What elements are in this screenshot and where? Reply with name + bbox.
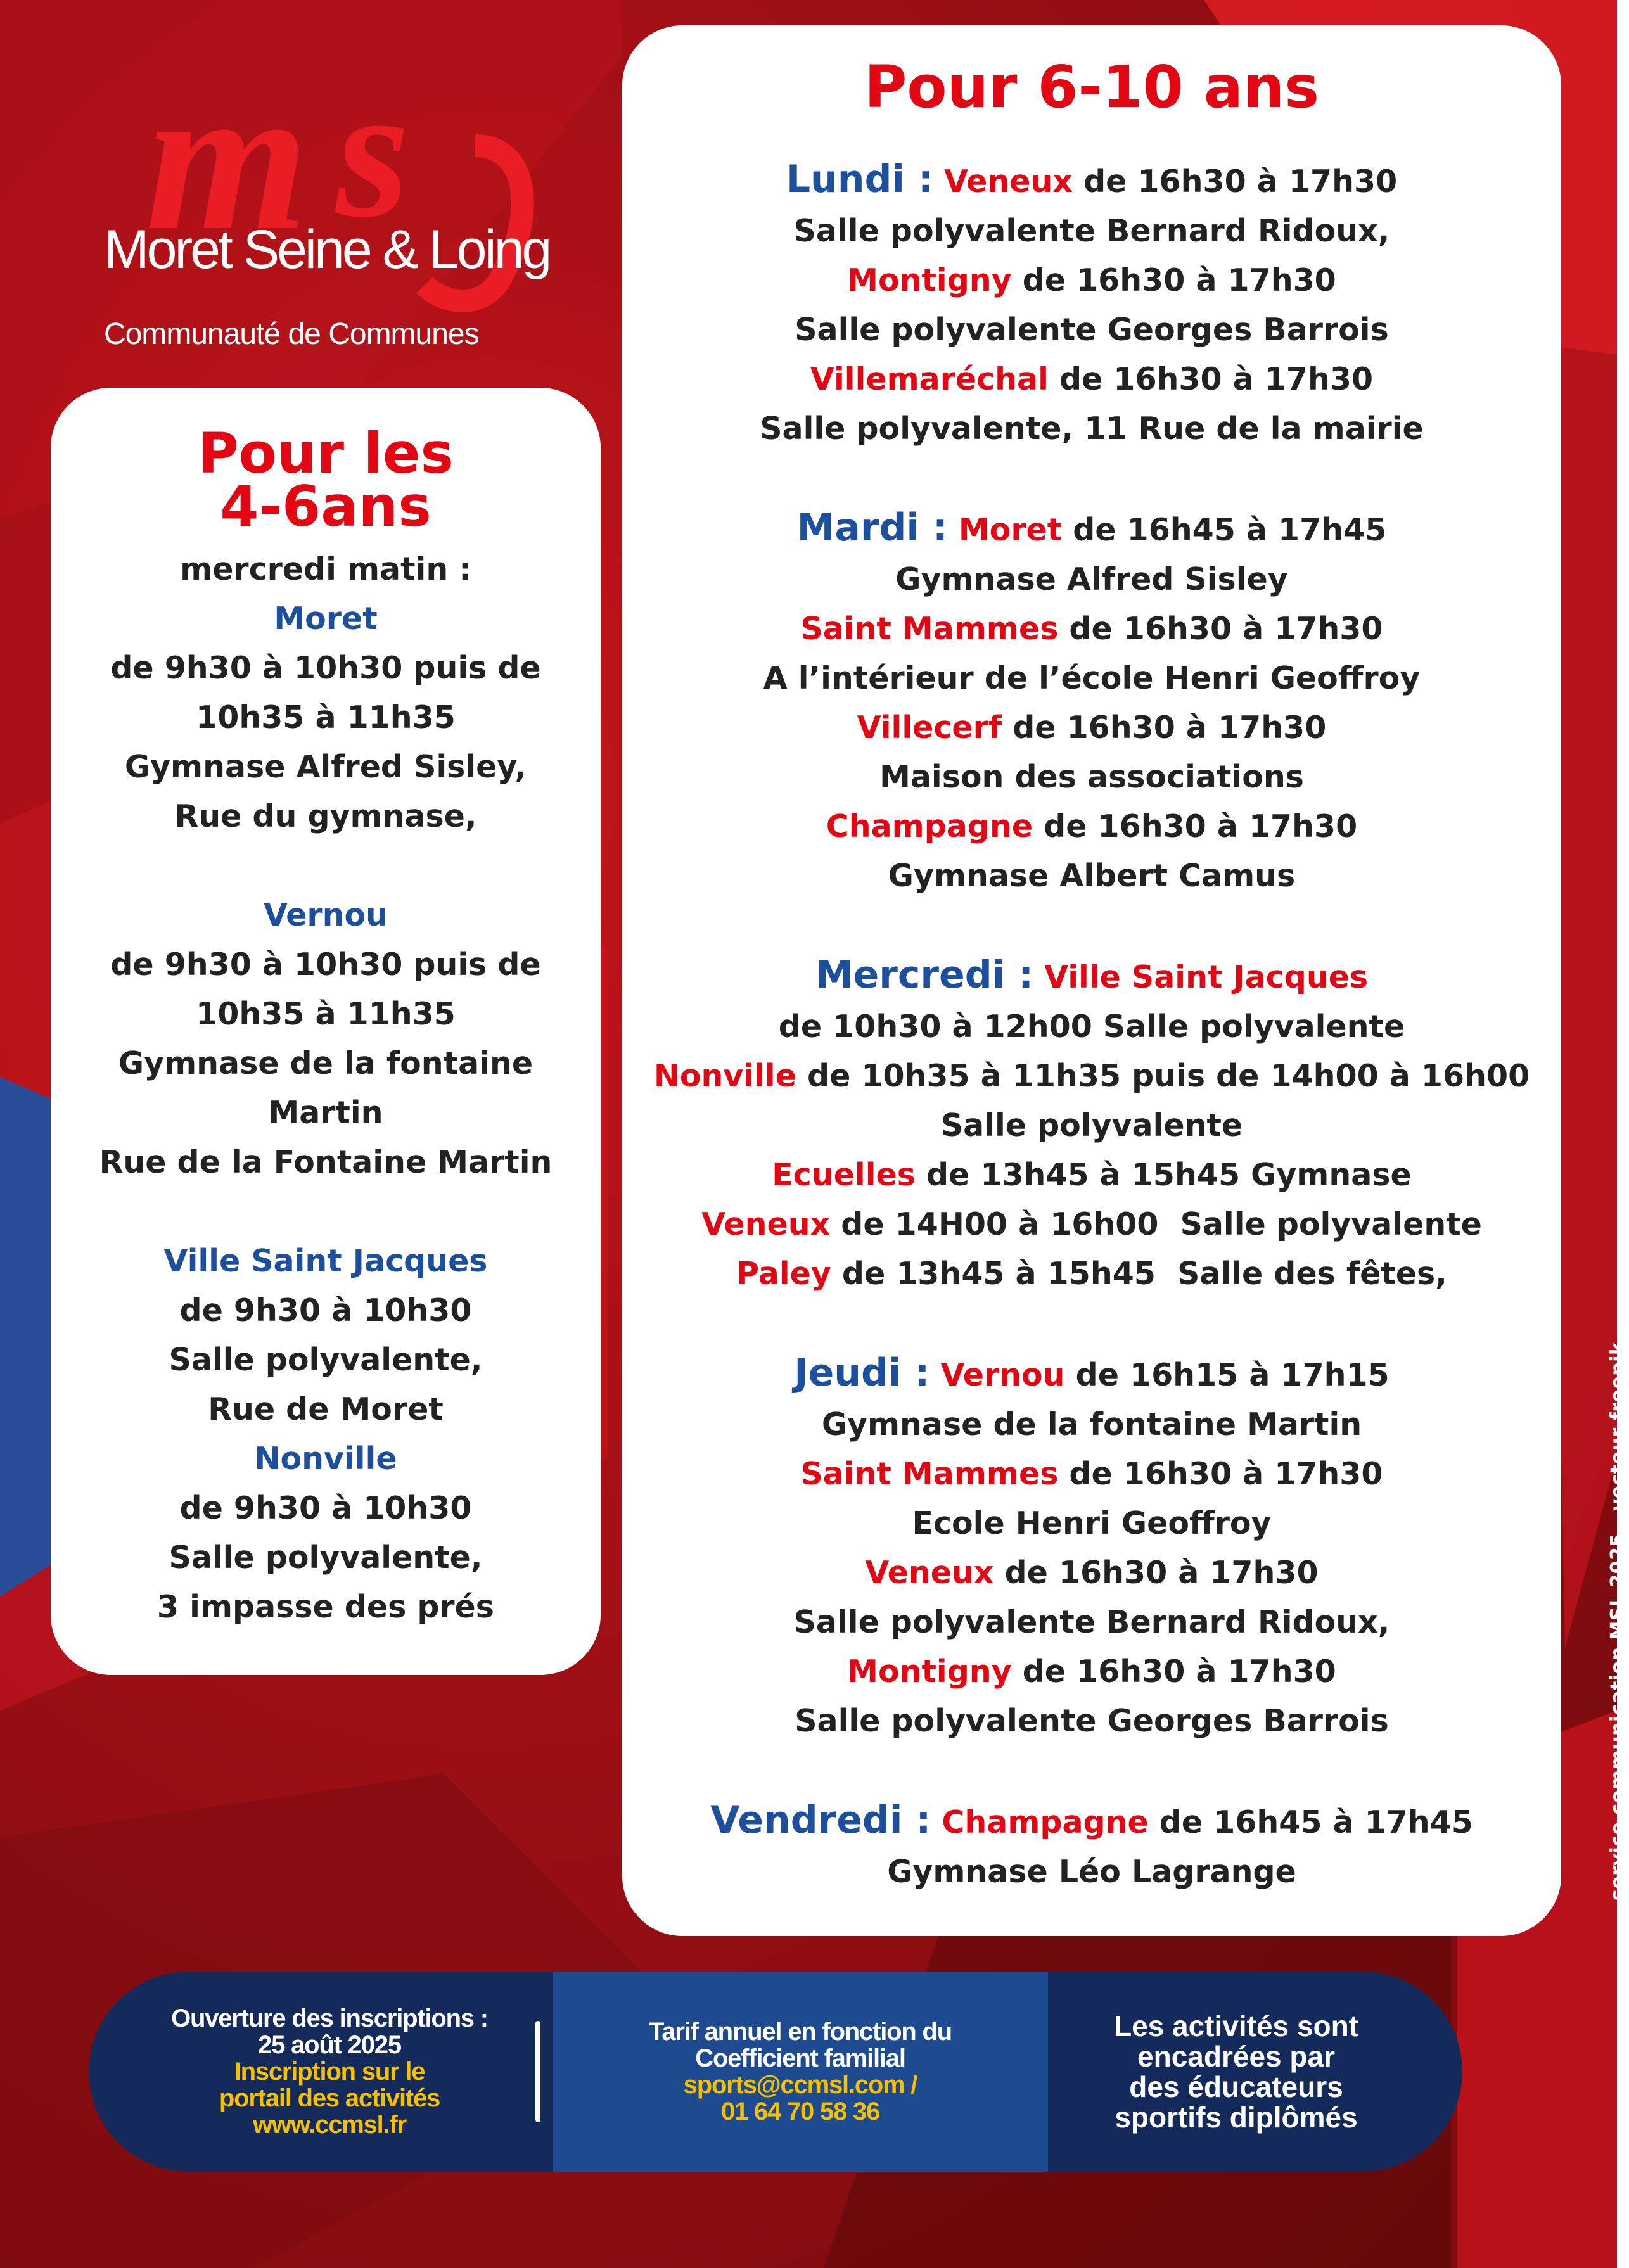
time-range: de 10h35 à 11h35 puis de 14h00 à 16h00 [807,1058,1530,1094]
schedule-line: 10h35 à 11h35 [196,699,456,736]
venue-line: Salle polyvalente Bernard Ridoux, [793,1604,1390,1640]
town-row [622,1200,1561,1249]
town-name: Paley [736,1256,831,1292]
venue-line: 3 impasse des prés [157,1589,494,1625]
town-name: Champagne [826,808,1033,844]
time-range: de 16h15 à 17h15 [1075,1357,1389,1393]
town-name: Nonville [653,1058,796,1094]
venue-line: Salle polyvalente [940,1107,1243,1144]
info-line: 25 août 2025 [258,2031,401,2059]
info-line: des éducateurs [1129,2070,1343,2103]
venue-line: A l’intérieur de l’école Henri Geoffroy [763,660,1421,696]
brand-logo [95,42,577,361]
day-row-vendredi [622,1795,1561,1847]
pricing-info [553,1972,1048,2172]
venue-line: Salle polyvalente, [169,1539,483,1576]
info-line: Ouverture des inscriptions : [171,2004,488,2032]
town-name: Moret [958,512,1063,548]
brand-subtitle: Communauté de Communes [104,317,479,351]
schedule-line: 10h35 à 11h35 [196,996,456,1032]
schedule-line: de 9h30 à 10h30 puis de [110,946,541,983]
venue-line: Martin [268,1095,383,1131]
info-line: encadrées par [1137,2040,1335,2073]
town-name: Ecuelles [772,1157,916,1193]
venue-line: Salle polyvalente, 11 Rue de la mairie [760,411,1424,447]
day-row-mardi [622,503,1561,555]
town-name: Vernou [940,1357,1065,1393]
time-range: de 13h45 à 15h45 Salle des fêtes, [841,1256,1447,1292]
town-row [622,256,1561,305]
time-range: de 16h30 à 17h30 [1059,361,1374,397]
day-row-mercredi [622,950,1561,1002]
time-range: de 16h30 à 17h30 [1069,611,1383,647]
town-row [622,604,1561,654]
town-name: Montigny [847,1653,1012,1690]
info-line: sportifs diplômés [1115,2101,1358,2134]
time-range: de 14H00 à 16h00 Salle polyvalente [841,1206,1482,1242]
venue-line: Maison des associations [879,759,1304,795]
time-range: de 16h30 à 17h30 [1022,1653,1336,1690]
email-link[interactable]: sports@ccmsl.com / [683,2071,917,2099]
town-name: Villemaréchal [810,361,1049,397]
phone-number[interactable]: 01 64 70 58 36 [720,2098,880,2125]
location-name: Ville Saint Jacques [163,1243,488,1279]
schedule-line: de 9h30 à 10h30 [179,1292,472,1328]
location-name: Moret [274,601,378,637]
town-name: Veneux [943,163,1073,200]
time-range: de 16h30 à 17h30 [1044,808,1358,844]
panel-title-4-6 [51,421,601,539]
town-name: Veneux [701,1206,831,1242]
venue-line: Rue de la Fontaine Martin [99,1144,553,1180]
title-line-1: Pour les [198,421,454,486]
schedule-line: de 9h30 à 10h30 puis de [110,650,541,686]
town-name: Ville Saint Jacques [1044,959,1369,995]
day-row-lundi [622,155,1561,207]
time-range: de 16h30 à 17h30 [1083,163,1398,200]
town-row [622,1249,1561,1299]
venue-line: Gymnase Albert Camus [888,858,1296,894]
intro-text: mercredi matin : [180,551,471,587]
title-line-2: 4-6ans [220,474,431,539]
venue-line: Gymnase Léo Lagrange [887,1854,1296,1890]
time-range: de 16h45 à 17h45 [1073,512,1387,548]
location-name: Vernou [263,897,388,933]
town-row [622,355,1561,404]
day-label: Lundi : [786,157,933,201]
svg-text:s: s [336,46,410,257]
location-name: Nonville [254,1441,397,1477]
day-label: Mercredi : [815,953,1034,997]
day-label: Mardi : [796,506,948,550]
town-name: Saint Mammes [800,1456,1059,1492]
town-row [622,1052,1561,1101]
day-row-jeudi [622,1348,1561,1400]
time-range: de 16h30 à 17h30 [1069,1456,1383,1492]
town-row [622,1548,1561,1598]
venue-line: Gymnase Alfred Sisley, [124,749,527,785]
info-line: portail des activités [219,2084,440,2112]
time-range: de 16h30 à 17h30 [1022,262,1336,298]
town-name: Veneux [865,1555,994,1591]
schedule-line: de 9h30 à 10h30 [179,1490,472,1526]
time-range: de 13h45 à 15h45 Gymnase [926,1157,1412,1193]
panel-4-6-ans [51,388,601,1675]
day-label: Jeudi : [794,1351,930,1395]
venue-line: Salle polyvalente Georges Barrois [795,312,1389,348]
venue-line: Salle polyvalente Bernard Ridoux, [793,213,1390,249]
brand-name: Moret Seine & Loing [104,219,550,280]
registration-info [89,1972,532,2172]
town-row [622,1647,1561,1697]
venue-line: Rue du gymnase, [174,798,477,834]
time-range: de 16h30 à 17h30 [1013,710,1327,746]
town-row [622,1449,1561,1499]
venue-line: Ecole Henri Geoffroy [912,1505,1272,1541]
credit-text: service communication MSL 2025 - vecteur freepik [1607,1342,1629,1901]
venue-line: Gymnase de la fontaine [118,1045,533,1081]
town-name: Champagne [942,1804,1149,1840]
time-range: de 16h45 à 17h45 [1159,1804,1473,1840]
divider [535,2021,540,2122]
town-row [622,802,1561,851]
website-link[interactable]: www.ccmsl.fr [253,2111,406,2139]
venue-line: Gymnase Alfred Sisley [895,561,1288,597]
svg-text:m: m [146,42,290,274]
day-label: Vendredi : [710,1798,931,1842]
info-line: Les activités sont [1113,2010,1359,2042]
town-name: Montigny [847,262,1012,298]
info-line: Tarif annuel en fonction du [649,2018,952,2046]
town-row [622,703,1561,753]
venue-line: Salle polyvalente, [169,1342,483,1378]
supervision-info [1048,1972,1462,2172]
venue-line: de 10h30 à 12h00 Salle polyvalente [778,1009,1405,1045]
town-name: Saint Mammes [800,611,1059,647]
panel-title-6-10: Pour 6-10 ans [864,53,1320,121]
info-bar [89,1972,1462,2172]
panel-6-10-ans [622,25,1561,1936]
time-range: de 16h30 à 17h30 [1004,1555,1319,1591]
venue-line: Rue de Moret [208,1391,444,1427]
venue-line: Salle polyvalente Georges Barrois [795,1703,1389,1739]
venue-line: Gymnase de la fontaine Martin [821,1406,1362,1443]
town-name: Villecerf [857,710,1002,746]
info-line: Inscription sur le [234,2058,425,2086]
town-row [622,1150,1561,1200]
info-line: Coefficient familial [695,2044,905,2072]
